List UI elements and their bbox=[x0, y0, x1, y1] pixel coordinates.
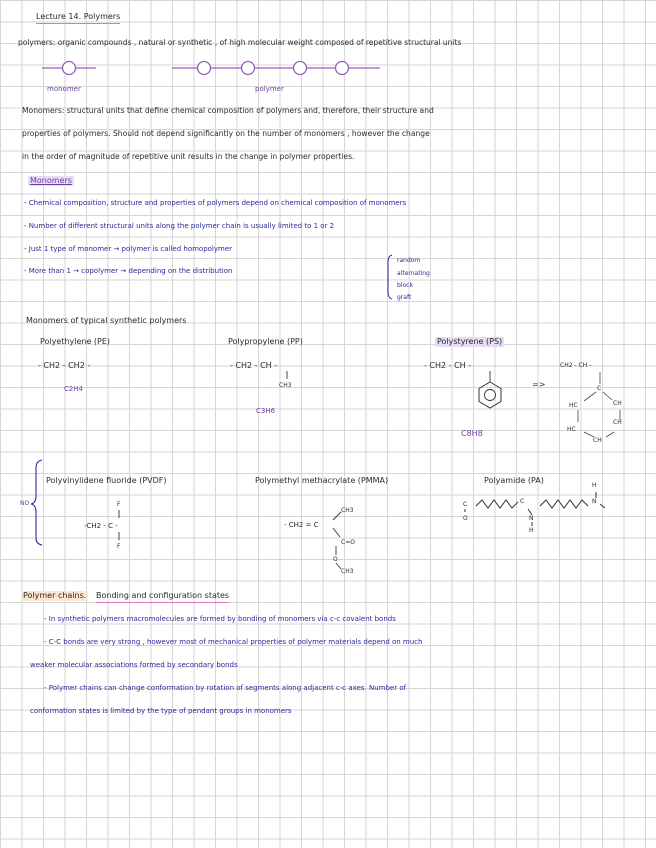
ps-ring-ch2: CH bbox=[613, 419, 622, 426]
ps-ring-hc2: HC bbox=[567, 426, 576, 433]
pa-h: H bbox=[529, 527, 534, 534]
ps-ring-ch1: CH bbox=[613, 400, 622, 407]
pe-name: Polyethylene (PE) bbox=[40, 337, 111, 346]
monomers-bullet-1: - Chemical composition, structure and properties of polymers depend on chemical composition of monomers bbox=[24, 199, 407, 207]
monomers-bullet-2: - Number of different structural units along the polymer chain is usually limited to 1 or 2 bbox=[24, 222, 335, 230]
pvdf-name: Polyvinylidene fluoride (PVDF) bbox=[46, 476, 167, 485]
pe-formula: - CH2 - CH2 - bbox=[38, 361, 91, 370]
chains-bullet-1: - In synthetic polymers macromolecules are formed by bonding of monomers via c-c covalent bonds bbox=[44, 615, 396, 623]
pp-name: Polypropylene (PP) bbox=[228, 337, 303, 346]
pmma-name: Polymethyl methacrylate (PMMA) bbox=[255, 476, 389, 485]
monomer-def-line-3: in the order of magnitude of repetitive unit results in the change in polymer properties. bbox=[22, 152, 355, 161]
pe-molecular: C2H4 bbox=[64, 385, 84, 393]
monomer-label: monomer bbox=[47, 85, 81, 93]
pa-h-right: H bbox=[592, 482, 597, 489]
chains-bullet-2b: weaker molecular associations formed by secondary bonds bbox=[30, 661, 238, 669]
ps-ring-c: C bbox=[597, 385, 602, 392]
pa-name: Polyamide (PA) bbox=[484, 476, 544, 485]
pa-o-left: O bbox=[463, 515, 468, 522]
pmma-ch3-bottom: CH3 bbox=[341, 568, 354, 575]
intro-line-1: polymers: organic compounds , natural or synthetic , of high molecular weight composed of repetitive structural units bbox=[18, 38, 462, 47]
polymer-label: polymer bbox=[255, 85, 284, 93]
pvdf-f-top: F bbox=[117, 501, 121, 508]
monomer-def-line-1: Monomers: structural units that define chemical composition of polymers and, therefore, their structure and bbox=[22, 106, 434, 115]
pa-c-left: C bbox=[463, 501, 468, 508]
pmma-ch3-top: CH3 bbox=[341, 507, 354, 514]
distribution-random: random bbox=[397, 257, 421, 264]
chains-bullet-3b: conformation states is limited by the type of pendant groups in monomers bbox=[30, 707, 292, 715]
chains-bullet-2a: - C-C bonds are very strong , however most of mechanical properties of polymer materials depend on much bbox=[44, 638, 423, 646]
chains-heading-1: Polymer chains. bbox=[23, 591, 87, 600]
pmma-formula: - CH2 = C bbox=[284, 521, 319, 529]
ps-molecular: C8H8 bbox=[461, 429, 483, 438]
typical-heading: Monomers of typical synthetic polymers bbox=[26, 316, 187, 325]
monomers-bullet-3: - Just 1 type of monomer → polymer is called homopolymer bbox=[24, 245, 233, 253]
ps-formula: - CH2 - CH - bbox=[424, 361, 472, 370]
ps-name: Polystyrene (PS) bbox=[437, 337, 503, 346]
monomers-heading: Monomers bbox=[30, 176, 72, 185]
pmma-o: O bbox=[333, 556, 338, 563]
monomers-bullet-4: - More than 1 → copolymer → depending on the distribution bbox=[24, 267, 233, 275]
lecture-title: Lecture 14. Polymers bbox=[36, 12, 120, 24]
pmma-co: C=O bbox=[341, 539, 355, 546]
ps-expanded-top: CH2 - CH - bbox=[560, 362, 592, 369]
ps-arrow: => bbox=[532, 380, 546, 389]
pp-molecular: C3H6 bbox=[256, 407, 276, 415]
distribution-graft: graft bbox=[397, 294, 412, 301]
pvdf-f-bottom: F bbox=[117, 543, 121, 550]
pa-n: N bbox=[529, 515, 534, 522]
pa-c-mid: C bbox=[520, 498, 525, 505]
chains-bullet-3a: - Polymer chains can change conformation by rotation of segments along adjacent c-c axes. Number of bbox=[44, 684, 407, 692]
monomer-def-line-2: properties of polymers. Should not depend significantly on the number of monomers , however the change bbox=[22, 129, 430, 138]
pa-n-right: N bbox=[592, 498, 597, 505]
pp-branch: CH3 bbox=[279, 382, 292, 389]
pvdf-formula: -CH2 - C - bbox=[84, 522, 118, 530]
distribution-alternating: alternating bbox=[397, 270, 430, 277]
ps-ring-hc1: HC bbox=[569, 402, 578, 409]
no-label: NO bbox=[20, 500, 30, 507]
pp-formula: - CH2 - CH - bbox=[230, 361, 278, 370]
distribution-block: block bbox=[397, 282, 413, 289]
chains-heading-2: Bonding and configuration states bbox=[96, 591, 229, 603]
ps-ring-ch3: CH bbox=[593, 437, 602, 444]
